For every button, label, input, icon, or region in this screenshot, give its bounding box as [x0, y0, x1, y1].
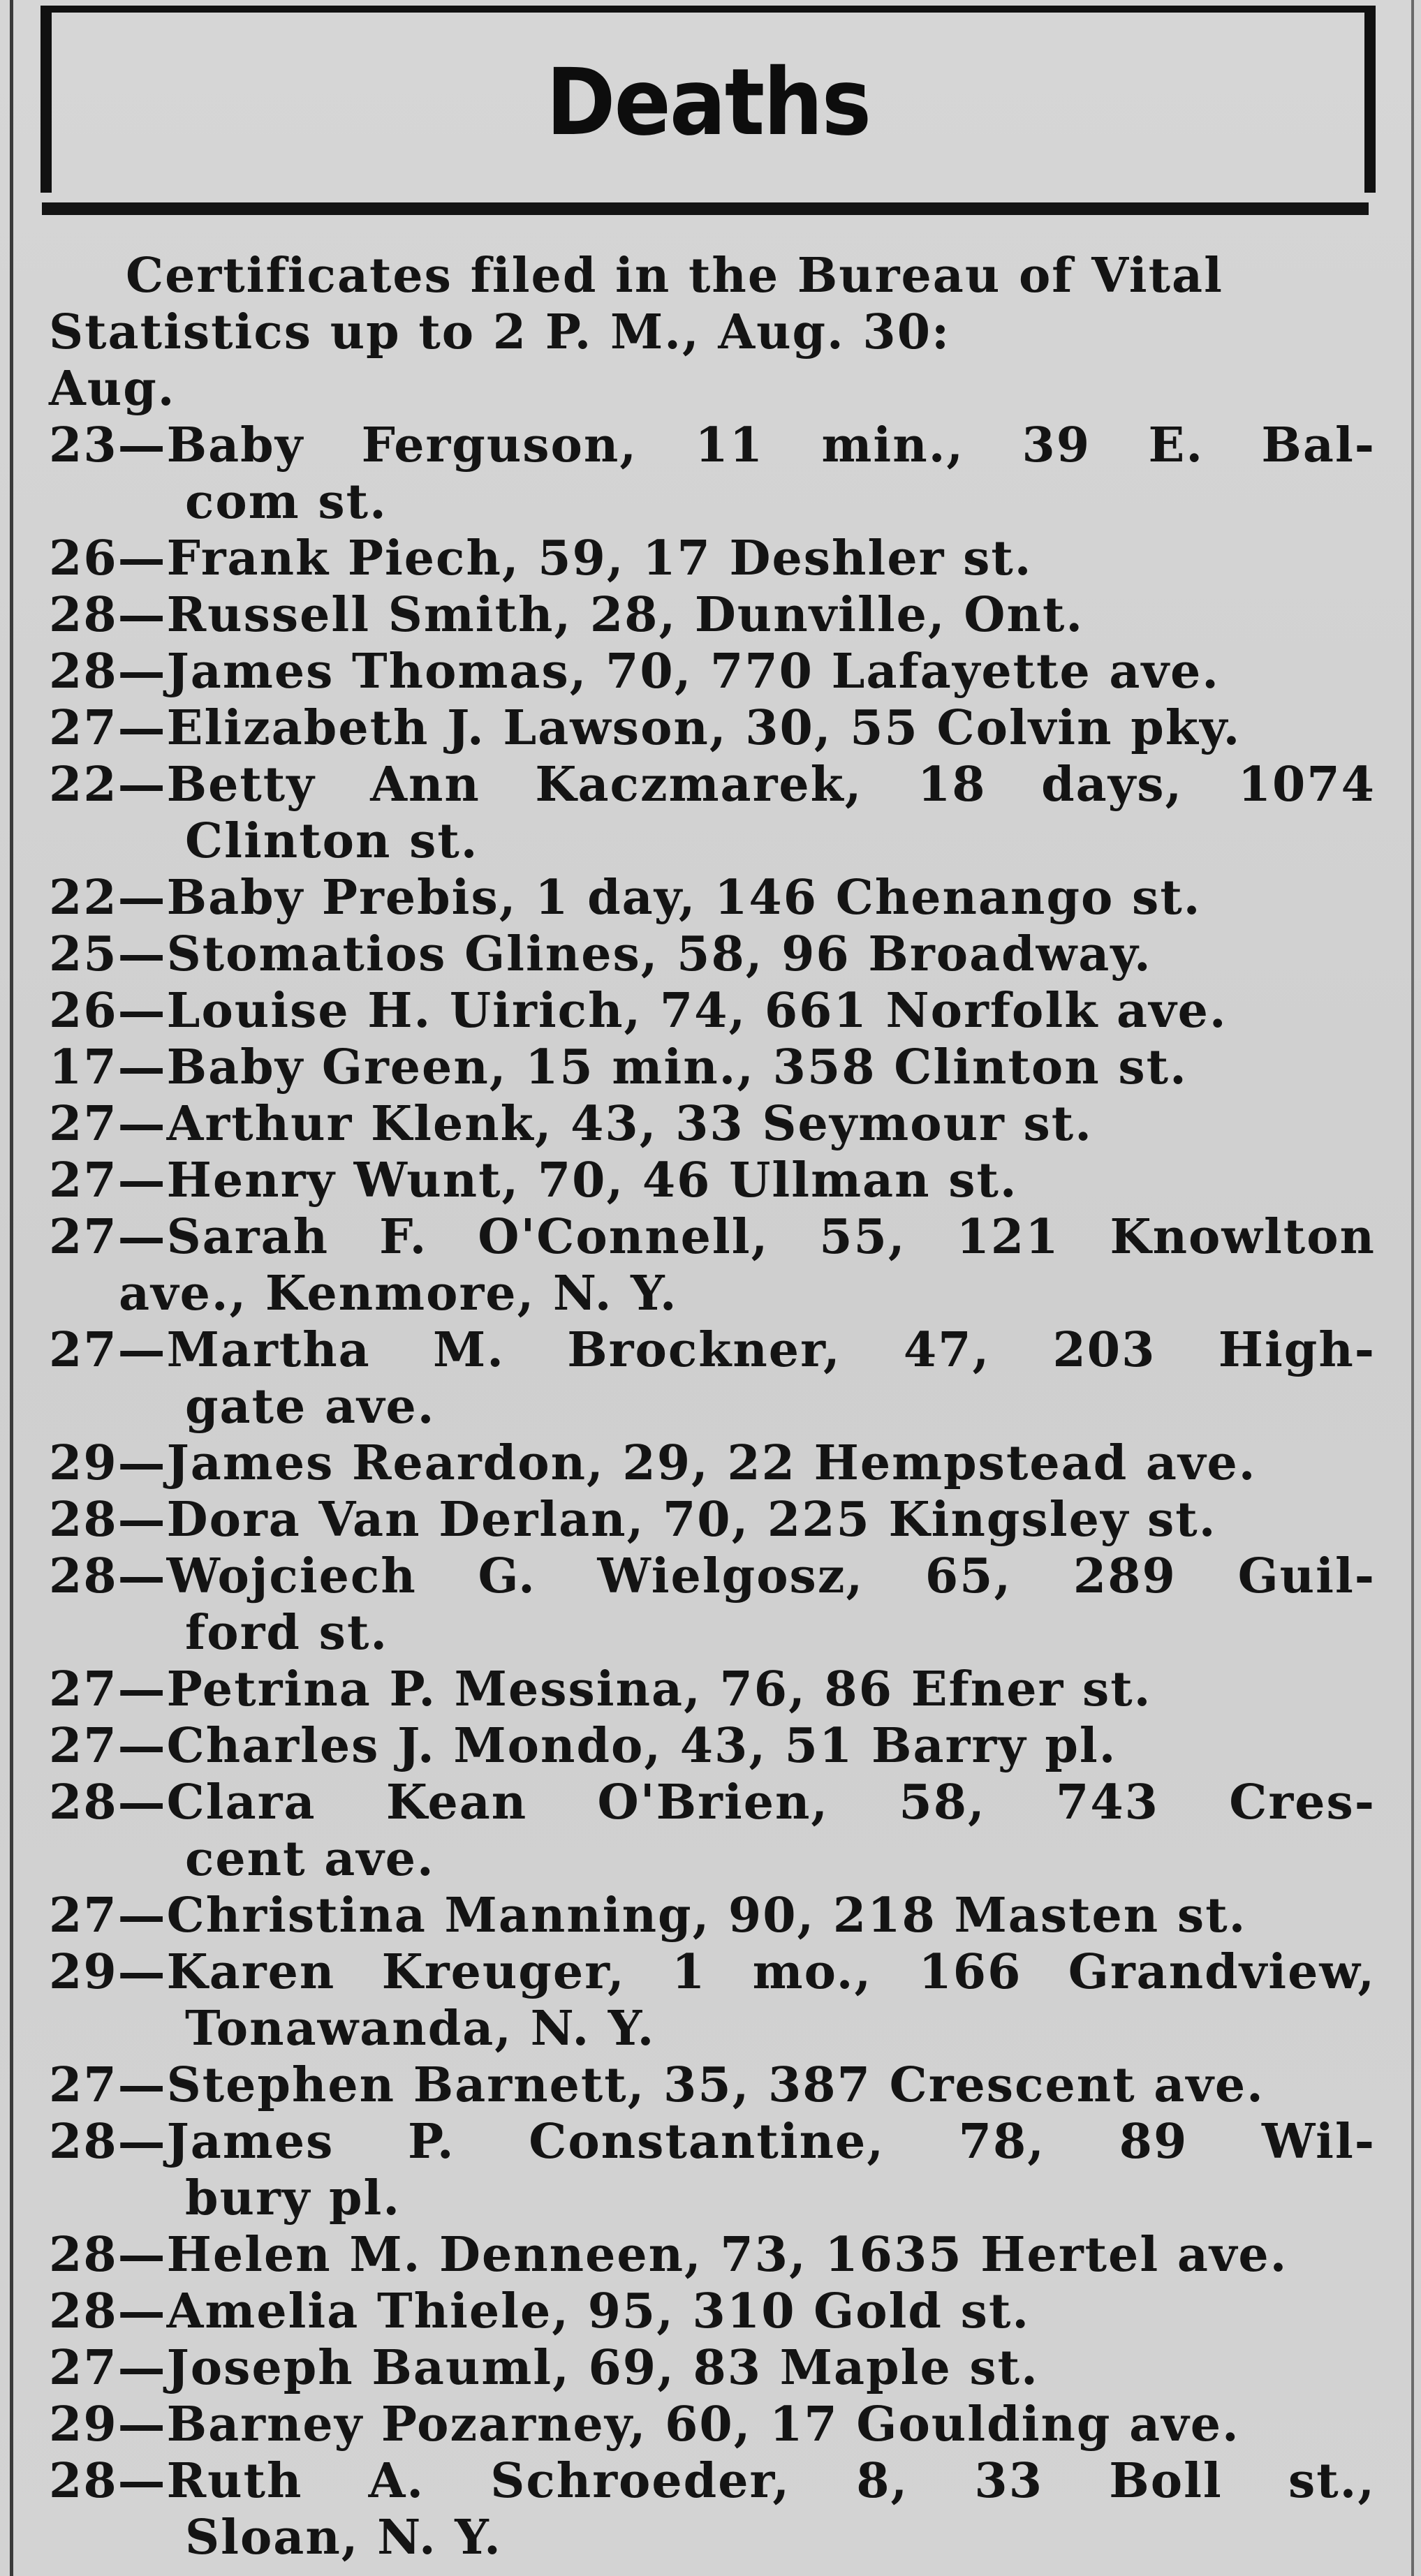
death-entry — [49, 2453, 1376, 2566]
entry-line: 29—Karen Kreuger, 1 mo., 166 Grandview, — [49, 1944, 1376, 2000]
death-entry — [49, 2057, 1376, 2114]
death-entry — [49, 1548, 1376, 1661]
entry-continuation-line: Clinton st. — [185, 813, 479, 869]
death-entry — [49, 1718, 1376, 1775]
entry-line: 25—Stomatios Glines, 58, 96 Broadway. — [49, 926, 1152, 982]
death-entry — [49, 2340, 1376, 2397]
death-entry — [49, 757, 1376, 870]
entry-line: 28—James P. Constantine, 78, 89 Wil- — [49, 2114, 1376, 2170]
death-entry — [49, 983, 1376, 1039]
entry-line: 27—Elizabeth J. Lawson, 30, 55 Colvin pky. — [49, 700, 1242, 756]
notice-body — [49, 248, 1376, 2566]
entry-line: 28—James Thomas, 70, 770 Lafayette ave. — [49, 644, 1220, 699]
death-entry-list — [49, 417, 1376, 2566]
death-entry — [49, 2283, 1376, 2340]
entry-line: 28—Russell Smith, 28, Dunville, Ont. — [49, 587, 1084, 643]
heading-box — [41, 6, 1376, 193]
entry-line: 27—Petrina P. Messina, 76, 86 Efner st. — [49, 1661, 1152, 1717]
entry-line: 27—Stephen Barnett, 35, 387 Crescent ave. — [49, 2057, 1265, 2113]
entry-line: 26—Frank Piech, 59, 17 Deshler st. — [49, 531, 1033, 586]
entry-continuation-line: Tonawanda, N. Y. — [185, 2001, 656, 2057]
death-entry — [49, 1435, 1376, 1492]
death-entry — [49, 1661, 1376, 1718]
page-title: Deaths — [545, 50, 871, 156]
death-entry — [49, 700, 1376, 757]
entry-line: 28—Helen M. Denneen, 73, 1635 Hertel ave. — [49, 2227, 1288, 2283]
entry-line: 28—Wojciech G. Wielgosz, 65, 289 Guil- — [49, 1548, 1376, 1604]
entry-line: 29—Barney Pozarney, 60, 17 Goulding ave. — [49, 2397, 1240, 2452]
entry-line: 23—Baby Ferguson, 11 min., 39 E. Bal- — [49, 417, 1376, 473]
death-entry — [49, 1209, 1376, 1322]
death-entry — [49, 2227, 1376, 2283]
entry-line: 27—Henry Wunt, 70, 46 Ullman st. — [49, 1153, 1018, 1208]
death-entry — [49, 1322, 1376, 1435]
entry-line: 27—Christina Manning, 90, 218 Masten st. — [49, 1888, 1247, 1944]
column-rule-left — [10, 0, 13, 2576]
entry-line: 27—Joseph Bauml, 69, 83 Maple st. — [49, 2340, 1039, 2396]
death-entry — [49, 1039, 1376, 1096]
entry-line: 29—James Reardon, 29, 22 Hempstead ave. — [49, 1435, 1257, 1491]
entry-continuation-line: bury pl. — [185, 2170, 402, 2226]
entry-line: 22—Betty Ann Kaczmarek, 18 days, 1074 — [49, 757, 1376, 813]
entry-continuation-line: com st. — [185, 474, 388, 530]
death-entry — [49, 1944, 1376, 2057]
death-entry — [49, 531, 1376, 587]
death-entry — [49, 2397, 1376, 2453]
death-entry — [49, 644, 1376, 700]
entry-line: 22—Baby Prebis, 1 day, 146 Chenango st. — [49, 870, 1202, 926]
entry-continuation-line: ford st. — [185, 1605, 389, 1661]
entry-line: 28—Dora Van Derlan, 70, 225 Kingsley st. — [49, 1492, 1217, 1548]
death-entry — [49, 1888, 1376, 1944]
death-entry — [49, 926, 1376, 983]
death-entry — [49, 587, 1376, 644]
death-entry — [49, 1492, 1376, 1548]
entry-continuation-line: cent ave. — [185, 1831, 435, 1887]
column-rule-right — [1411, 0, 1414, 2576]
death-entry — [49, 1153, 1376, 1209]
entry-line: 28—Amelia Thiele, 95, 310 Gold st. — [49, 2283, 1031, 2339]
death-entry — [49, 870, 1376, 926]
entry-continuation-line: gate ave. — [185, 1379, 436, 1435]
entry-line: 28—Clara Kean O'Brien, 58, 743 Cres- — [49, 1775, 1376, 1830]
entry-line: 17—Baby Green, 15 min., 358 Clinton st. — [49, 1039, 1188, 1095]
intro-line-1: Certificates filed in the Bureau of Vital — [126, 248, 1223, 304]
entry-line: 27—Martha M. Brockner, 47, 203 High- — [49, 1322, 1376, 1378]
intro-line-2: Statistics up to 2 P. M., Aug. 30: — [49, 304, 951, 360]
intro-month: Aug. — [49, 361, 176, 417]
death-entry — [49, 2114, 1376, 2227]
entry-continuation-line: Sloan, N. Y. — [185, 2510, 502, 2566]
entry-line: 27—Arthur Klenk, 43, 33 Seymour st. — [49, 1096, 1093, 1152]
death-entry — [49, 1775, 1376, 1888]
entry-line: 27—Sarah F. O'Connell, 55, 121 Knowlton — [49, 1209, 1376, 1265]
heading-rule — [42, 202, 1369, 215]
entry-line: 28—Ruth A. Schroeder, 8, 33 Boll st., — [49, 2453, 1376, 2509]
entry-line: 27—Charles J. Mondo, 43, 51 Barry pl. — [49, 1718, 1117, 1774]
death-entry — [49, 1096, 1376, 1153]
entry-line: 26—Louise H. Uirich, 74, 661 Norfolk ave. — [49, 983, 1228, 1039]
entry-continuation-line: ave., Kenmore, N. Y. — [119, 1266, 678, 1322]
death-entry — [49, 417, 1376, 531]
